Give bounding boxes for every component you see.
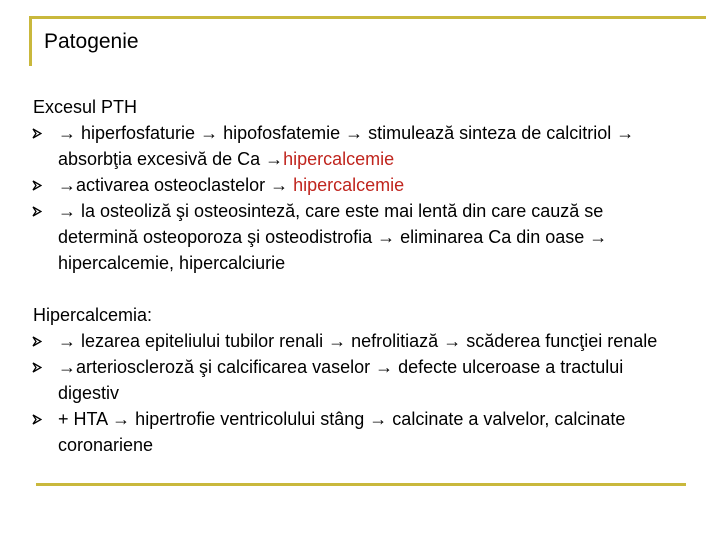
list-item-text: → la osteoliză şi osteosinteză, care este mai lentă din care cauză se determină osteoporoza şi osteodistrofia → eliminarea Ca din oase → hipercalcemie, hipercalciurie bbox=[58, 201, 608, 273]
highlight-text: hipercalcemie bbox=[293, 175, 405, 195]
arrowhead-bullet-icon bbox=[32, 406, 46, 432]
arrowhead-bullet-icon bbox=[32, 120, 46, 146]
arrowhead-bullet-icon bbox=[32, 172, 46, 198]
slide-title: Patogenie bbox=[44, 30, 139, 53]
section-heading-hypercalcemia: Hipercalcemia: bbox=[33, 305, 153, 325]
list-item-text: →activarea osteoclastelor → hipercalcemie bbox=[58, 175, 405, 195]
list-item bbox=[33, 198, 683, 276]
list-item bbox=[33, 120, 683, 172]
slide-content bbox=[33, 94, 683, 458]
arrowhead-bullet-icon bbox=[32, 354, 46, 380]
section-spacer bbox=[33, 276, 683, 302]
list-item-text: → hiperfosfaturie → hipofosfatemie → stimulează sinteza de calcitriol → absorbţia excesivă de Ca →hipercalcemie bbox=[58, 123, 635, 169]
highlight-text: hipercalcemie bbox=[283, 149, 395, 169]
arrowhead-bullet-icon bbox=[32, 328, 46, 354]
list-item-text: → lezarea epiteliului tubilor renali → nefrolitiază → scăderea funcţiei renale bbox=[58, 331, 658, 351]
list-item bbox=[33, 172, 683, 198]
list-item bbox=[33, 406, 683, 458]
arrowhead-bullet-icon bbox=[32, 198, 46, 224]
bottom-divider bbox=[36, 483, 686, 486]
section-heading-excess-pth: Excesul PTH bbox=[33, 97, 138, 117]
list-item-text: →arterioscleroză şi calcificarea vaselor → defecte ulceroase a tractului digestiv bbox=[58, 357, 624, 403]
list-item bbox=[33, 328, 683, 354]
list-item bbox=[33, 354, 683, 406]
list-item-text: + HTA → hipertrofie ventricolului stâng → calcinate a valvelor, calcinate coronariene bbox=[58, 409, 626, 455]
